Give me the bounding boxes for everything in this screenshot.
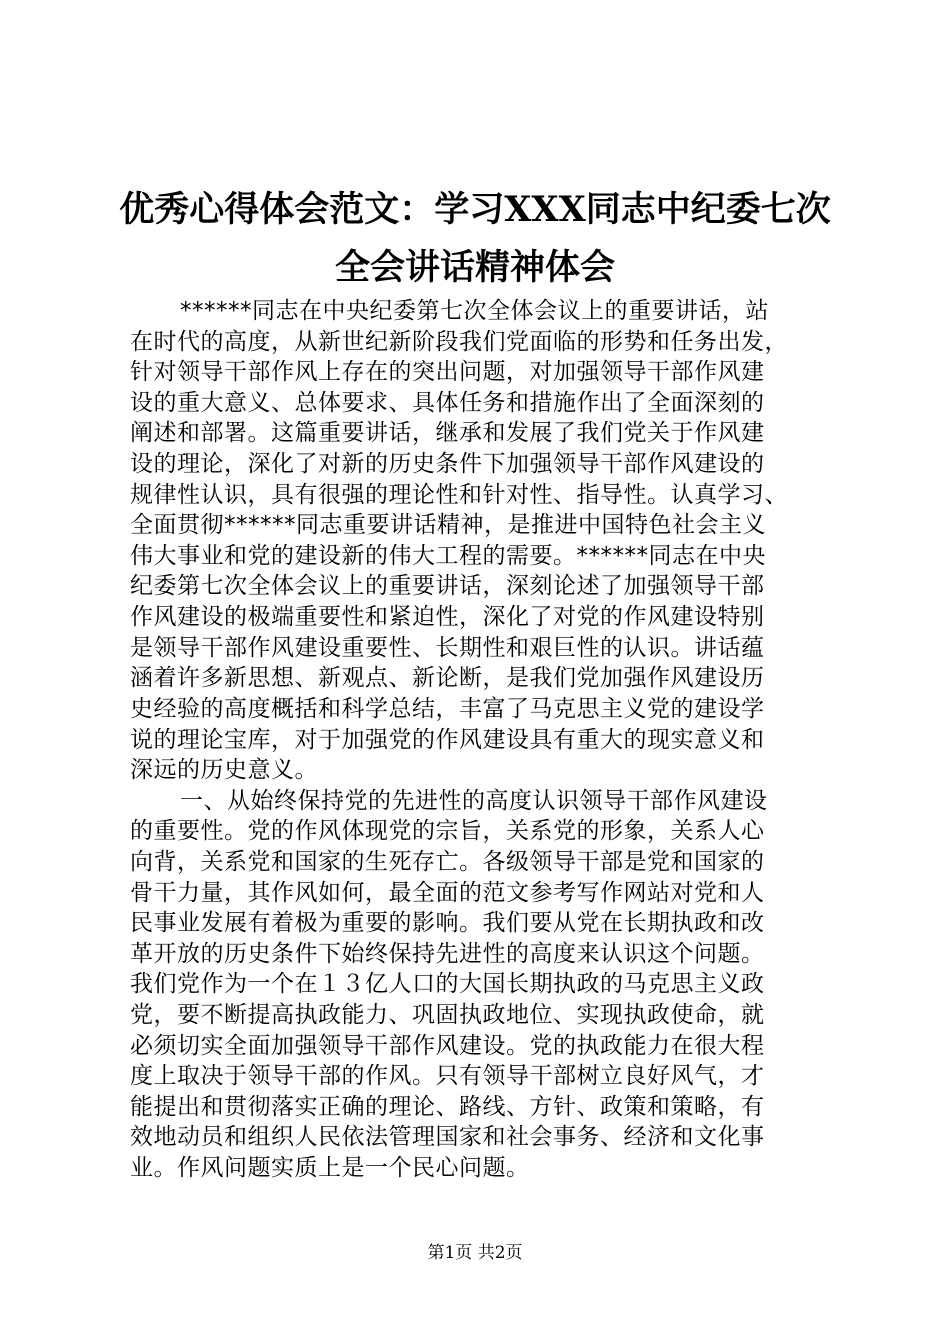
- text-line: 一、从始终保持党的先进性的高度认识领导干部作风建设: [180, 787, 768, 814]
- text-line: 阐述和部署。这篇重要讲话，继承和发展了我们党关于作风建: [130, 420, 765, 447]
- text-line: 深远的历史意义。: [130, 757, 318, 784]
- text-line: 说的理论宝库，对于加强党的作风建设具有重大的现实意义和: [130, 726, 765, 753]
- text-line: 涵着许多新思想、新观点、新论断，是我们党加强作风建设历: [130, 665, 765, 692]
- text-line: 骨干力量，其作风如何，最全面的范文参考写作网站对党和人: [130, 879, 765, 906]
- text-line: ******同志在中央纪委第七次全体会议上的重要讲话，站: [180, 298, 769, 324]
- text-line: 革开放的历史条件下始终保持先进性的高度来认识这个问题。: [130, 940, 765, 967]
- text-line: 是领导干部作风建设重要性、长期性和艰巨性的认识。讲话蕴: [130, 634, 765, 661]
- text-line: 我们党作为一个在１３亿人口的大国长期执政的马克思主义政: [130, 971, 765, 998]
- page-footer: 第1页 共2页: [427, 1243, 523, 1263]
- text-line: 规律性认识，具有很强的理论性和针对性、指导性。认真学习、: [130, 481, 788, 508]
- text-line: 业。作风问题实质上是一个民心问题。: [130, 1155, 530, 1181]
- text-line: 的重要性。党的作风体现党的宗旨，关系党的形象，关系人心: [130, 818, 765, 845]
- document-title-line-1: 优秀心得体会范文：学习XXX同志中纪委七次: [119, 189, 831, 230]
- text-line: 效地动员和组织人民依法管理国家和社会事务、经济和文化事: [130, 1124, 765, 1151]
- text-line: 针对领导干部作风上存在的突出问题，对加强领导干部作风建: [130, 359, 765, 386]
- text-line: 伟大事业和党的建设新的伟大工程的需要。******同志在中央: [130, 542, 766, 569]
- text-line: 全面贯彻******同志重要讲话精神，是推进中国特色社会主义: [130, 512, 766, 539]
- text-line: 党，要不断提高执政能力、巩固执政地位、实现执政使命，就: [130, 1001, 765, 1028]
- text-line: 必须切实全面加强领导干部作风建设。党的执政能力在很大程: [130, 1032, 765, 1059]
- text-line: 能提出和贯彻落实正确的理论、路线、方针、政策和策略，有: [130, 1093, 765, 1120]
- text-line: 民事业发展有着极为重要的影响。我们要从党在长期执政和改: [130, 910, 765, 937]
- text-line: 设的重大意义、总体要求、具体任务和措施作出了全面深刻的: [130, 389, 765, 416]
- text-line: 作风建设的极端重要性和紧迫性，深化了对党的作风建设特别: [130, 604, 765, 631]
- document-title-line-2: 全会讲话精神体会: [334, 247, 615, 288]
- text-line: 纪委第七次全体会议上的重要讲话，深刻论述了加强领导干部: [130, 573, 765, 600]
- text-line: 在时代的高度，从新世纪新阶段我们党面临的形势和任务出发，: [130, 328, 788, 355]
- text-line: 设的理论，深化了对新的历史条件下加强领导干部作风建设的: [130, 451, 765, 478]
- text-line: 史经验的高度概括和科学总结，丰富了马克思主义党的建设学: [130, 695, 765, 722]
- text-line: 向背，关系党和国家的生死存亡。各级领导干部是党和国家的: [130, 848, 765, 875]
- text-line: 度上取决于领导干部的作风。只有领导干部树立良好风气，才: [130, 1063, 765, 1090]
